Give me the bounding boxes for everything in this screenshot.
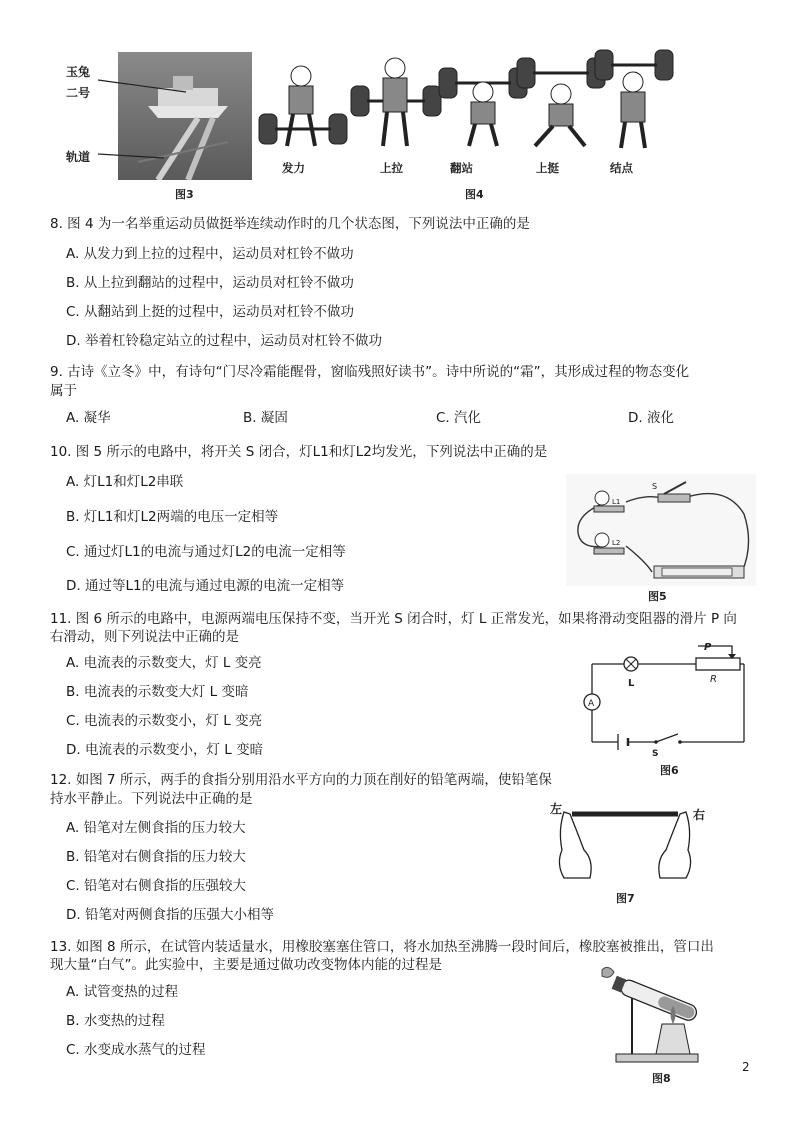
- fig3-caption: 图3: [175, 188, 194, 201]
- fig3-label-track: 轨道: [66, 150, 91, 164]
- q12-option-b: B. 铅笔对右侧食指的压力较大: [66, 849, 246, 865]
- q13-option-b: B. 水变热的过程: [66, 1013, 165, 1029]
- lifter-pose-1: [259, 66, 347, 146]
- question-11-stem-2: 右滑动，则下列说法中正确的是: [50, 629, 239, 645]
- q10-option-b: B. 灯L1和灯L2两端的电压一定相等: [66, 509, 279, 525]
- q9-option-b: B. 凝固: [243, 410, 288, 426]
- question-13-stem-2: 现大量“白气”。此实验中，主要是通过做功改变物体内能的过程是: [50, 957, 442, 973]
- lifter-pose-4: [517, 58, 605, 146]
- fig4-pose-label: 结点: [610, 161, 633, 175]
- fig3-label-rover: 玉兔: [66, 65, 91, 79]
- fig4-caption: 图4: [465, 188, 484, 201]
- fig6-switch-label: S: [652, 749, 659, 759]
- q8-option-d: D. 举着杠铃稳定站立的过程中，运动员对杠铃不做功: [66, 333, 382, 349]
- q9-option-a: A. 凝华: [66, 410, 111, 426]
- question-13-stem: 13. 如图 8 所示，在试管内装适量水，用橡胶塞塞住管口，将水加热至沸腾一段时间后，橡胶塞被推出，管口出: [50, 939, 714, 955]
- figure-4-weightlifting: [255, 46, 675, 156]
- q9-option-c: C. 汽化: [436, 410, 482, 426]
- figure-8-test-tube: [598, 962, 716, 1066]
- question-12-stem-2: 持水平静止。下列说法中正确的是: [50, 791, 253, 807]
- q13-option-c: C. 水变成水蒸气的过程: [66, 1042, 206, 1058]
- fig5-switch-label: S: [652, 482, 658, 491]
- question-10-stem: 10. 图 5 所示的电路中，将开关 S 闭合，灯L1和灯L2均发光，下列说法中正确的是: [50, 444, 548, 460]
- q12-option-d: D. 铅笔对两侧食指的压强大小相等: [66, 907, 274, 923]
- fig7-left-label: 左: [550, 802, 563, 816]
- figure-6-circuit: [578, 636, 753, 760]
- fig5-bulb-l2-label: L2: [612, 539, 621, 547]
- q9-option-d: D. 液化: [628, 410, 674, 426]
- lifter-pose-5: [595, 50, 673, 148]
- fig4-pose-label: 发力: [282, 161, 305, 175]
- q13-option-a: A. 试管变热的过程: [66, 984, 179, 1000]
- fig5-bulb-l1-label: L1: [612, 498, 621, 506]
- q12-option-c: C. 铅笔对右侧食指的压强较大: [66, 878, 247, 894]
- q8-option-b: B. 从上拉到翻站的过程中，运动员对杠铃不做功: [66, 275, 354, 291]
- q11-option-b: B. 电流表的示数变大灯 L 变暗: [66, 684, 249, 700]
- fig7-right-label: 右: [693, 808, 706, 822]
- fig5-caption: 图5: [648, 590, 667, 603]
- q10-option-c: C. 通过灯L1的电流与通过灯L2的电流一定相等: [66, 544, 346, 560]
- fig6-lamp-label: L: [628, 678, 635, 689]
- fig3-pointer-lines: [94, 66, 204, 166]
- page-number: 2: [742, 1060, 750, 1074]
- fig6-ammeter-label: A: [588, 699, 595, 709]
- question-9-stem-2: 属于: [50, 383, 77, 399]
- q8-option-a: A. 从发力到上拉的过程中，运动员对杠铃不做功: [66, 246, 354, 262]
- lifter-pose-3: [439, 68, 527, 146]
- question-8-stem: 8. 图 4 为一名举重运动员做挺举连续动作时的几个状态图，下列说法中正确的是: [50, 216, 530, 232]
- q12-option-a: A. 铅笔对左侧食指的压力较大: [66, 820, 246, 836]
- fig3-label-rover-2: 二号: [66, 86, 91, 100]
- fig6-rheostat-label: R: [710, 674, 717, 685]
- q8-option-c: C. 从翻站到上挺的过程中，运动员对杠铃不做功: [66, 304, 355, 320]
- figure-5-circuit: [566, 474, 756, 586]
- q11-option-d: D. 电流表的示数变小，灯 L 变暗: [66, 742, 264, 758]
- q11-option-a: A. 电流表的示数变大，灯 L 变亮: [66, 655, 262, 671]
- fig4-pose-label: 上拉: [380, 161, 403, 175]
- q10-option-a: A. 灯L1和灯L2串联: [66, 474, 184, 490]
- fig6-slider-label: P: [704, 642, 712, 653]
- question-12-stem: 12. 如图 7 所示，两手的食指分别用沿水平方向的力顶在削好的铅笔两端，使铅笔保: [50, 772, 552, 788]
- figure-7-pencil: [548, 800, 706, 886]
- lifter-pose-2: [351, 58, 441, 146]
- q11-option-c: C. 电流表的示数变小，灯 L 变亮: [66, 713, 263, 729]
- fig4-pose-label: 翻站: [450, 161, 473, 175]
- fig8-caption: 图8: [652, 1072, 671, 1085]
- question-11-stem: 11. 图 6 所示的电路中，电源两端电压保持不变，当开光 S 闭合时，灯 L 正常发光，如果将滑动变阻器的滑片 P 向: [50, 611, 737, 627]
- fig4-pose-label: 上挺: [536, 161, 559, 175]
- fig6-caption: 图6: [660, 764, 679, 777]
- fig7-caption: 图7: [616, 892, 635, 905]
- question-9-stem: 9. 古诗《立冬》中，有诗句“门尽冷霜能醒骨，窗临残照好读书”。诗中所说的“霜”，其形成过程的物态变化: [50, 364, 690, 380]
- q10-option-d: D. 通过等L1的电流与通过电源的电流一定相等: [66, 578, 345, 594]
